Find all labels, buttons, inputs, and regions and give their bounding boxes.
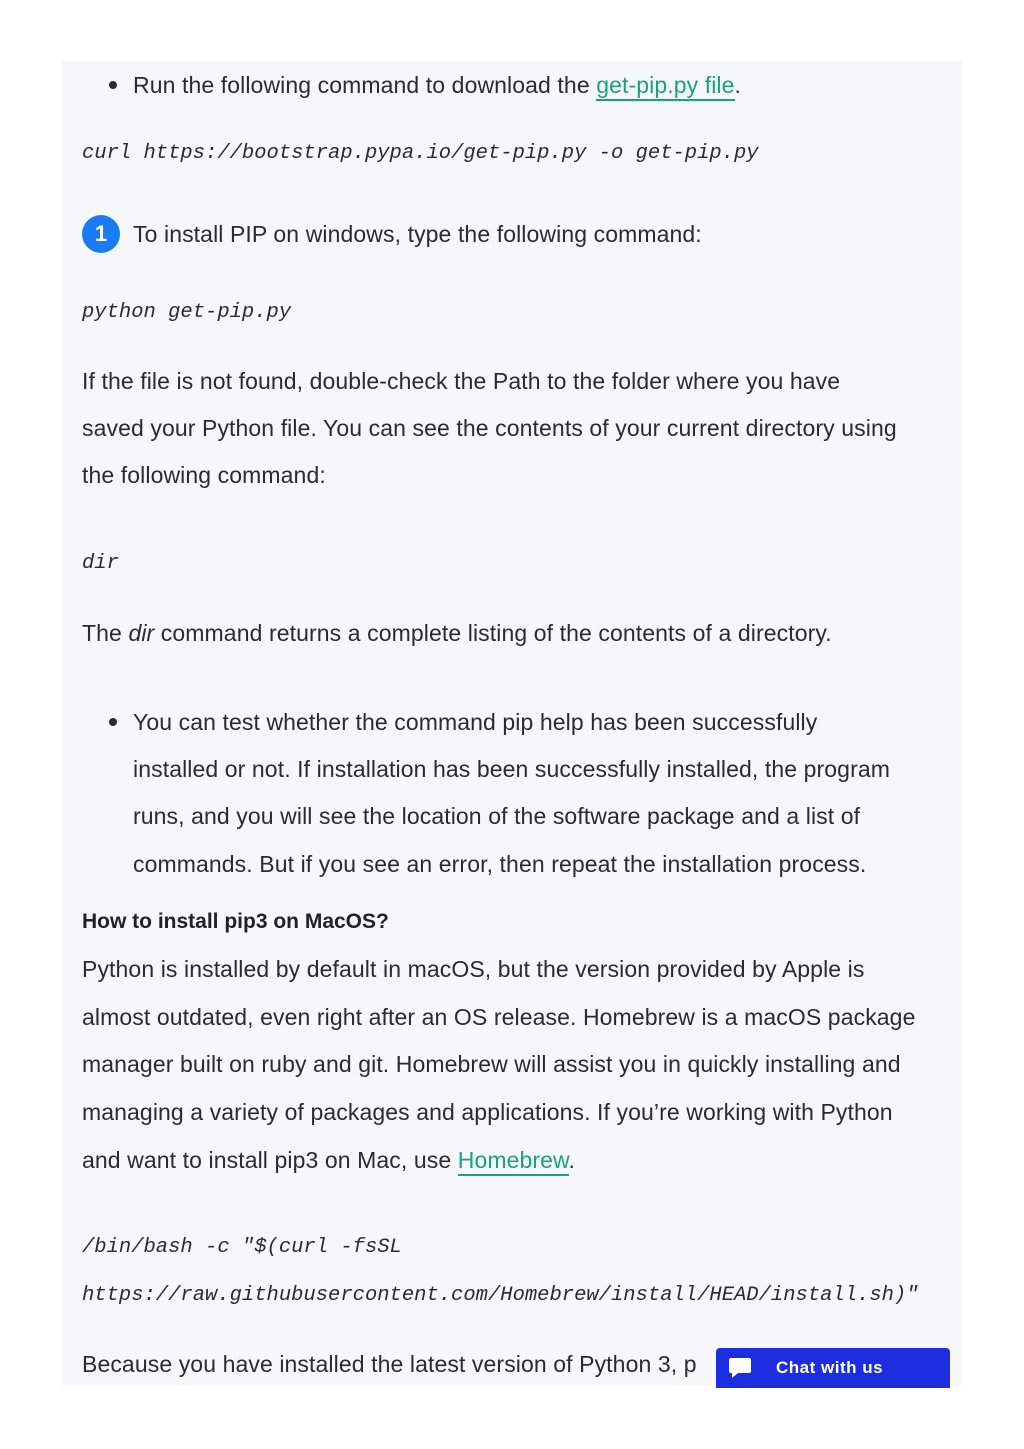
chat-label: Chat with us [776, 1358, 884, 1377]
bullet-line: commands. But if you see an error, then repeat the installation process. [133, 851, 867, 877]
paragraph-line: If the file is not found, double-check the Path to the folder where you have [82, 368, 841, 394]
step-text: To install PIP on windows, type the following command: [133, 221, 702, 247]
dir-description [82, 621, 832, 645]
code-dir: dir [82, 552, 119, 575]
dir-emphasis: dir [128, 620, 155, 646]
paragraph-line: manager built on ruby and git. Homebrew will assist you in quickly installing and [82, 1051, 901, 1077]
article-panel [62, 61, 962, 1386]
bullet-dot [109, 718, 117, 726]
dir-description-post: command returns a complete listing of the contents of a directory. [154, 620, 832, 646]
get-pip-link[interactable]: get-pip.py file [596, 72, 734, 101]
paragraph-line: Because you have installed the latest version of Python 3, p [82, 1351, 697, 1377]
code-python-get-pip: python get-pip.py [82, 301, 292, 324]
homebrew-pre: and want to install pip3 on Mac, use [82, 1147, 458, 1173]
chat-widget-button[interactable] [716, 1348, 950, 1388]
homebrew-link[interactable]: Homebrew [458, 1147, 569, 1176]
chat-bubble-icon [728, 1357, 752, 1379]
bullet-line: You can test whether the command pip help has been successfully [133, 709, 818, 735]
code-homebrew-install: /bin/bash -c "$(curl -fsSL [82, 1236, 402, 1259]
section-heading: How to install pip3 on MacOS? [82, 910, 389, 933]
bullet-line: installed or not. If installation has been successfully installed, the program [133, 756, 890, 782]
code-homebrew-install-url: https://raw.githubusercontent.com/Homebrew/install/HEAD/install.sh)" [82, 1284, 919, 1307]
step-number-badge: 1 [82, 215, 120, 253]
bullet-dot [109, 81, 117, 89]
dir-description-pre: The [82, 620, 129, 646]
paragraph-line: Python is installed by default in macOS, but the version provided by Apple is [82, 956, 865, 982]
homebrew-end: . [568, 1147, 576, 1173]
bullet-text: Run the following command to download the [133, 72, 597, 98]
paragraph-line: almost outdated, even right after an OS release. Homebrew is a macOS package [82, 1004, 916, 1030]
paragraph-line: the following command: [82, 462, 326, 488]
paragraph-line: saved your Python file. You can see the contents of your current directory using [82, 415, 897, 441]
bullet-end: . [734, 72, 742, 98]
bullet-download-pip [133, 73, 741, 97]
bullet-line: runs, and you will see the location of the software package and a list of [133, 803, 861, 829]
paragraph-line: managing a variety of packages and applications. If you’re working with Python [82, 1099, 893, 1125]
code-curl-get-pip: curl https://bootstrap.pypa.io/get-pip.py -o get-pip.py [82, 142, 759, 165]
paragraph-line-homebrew [82, 1148, 575, 1172]
